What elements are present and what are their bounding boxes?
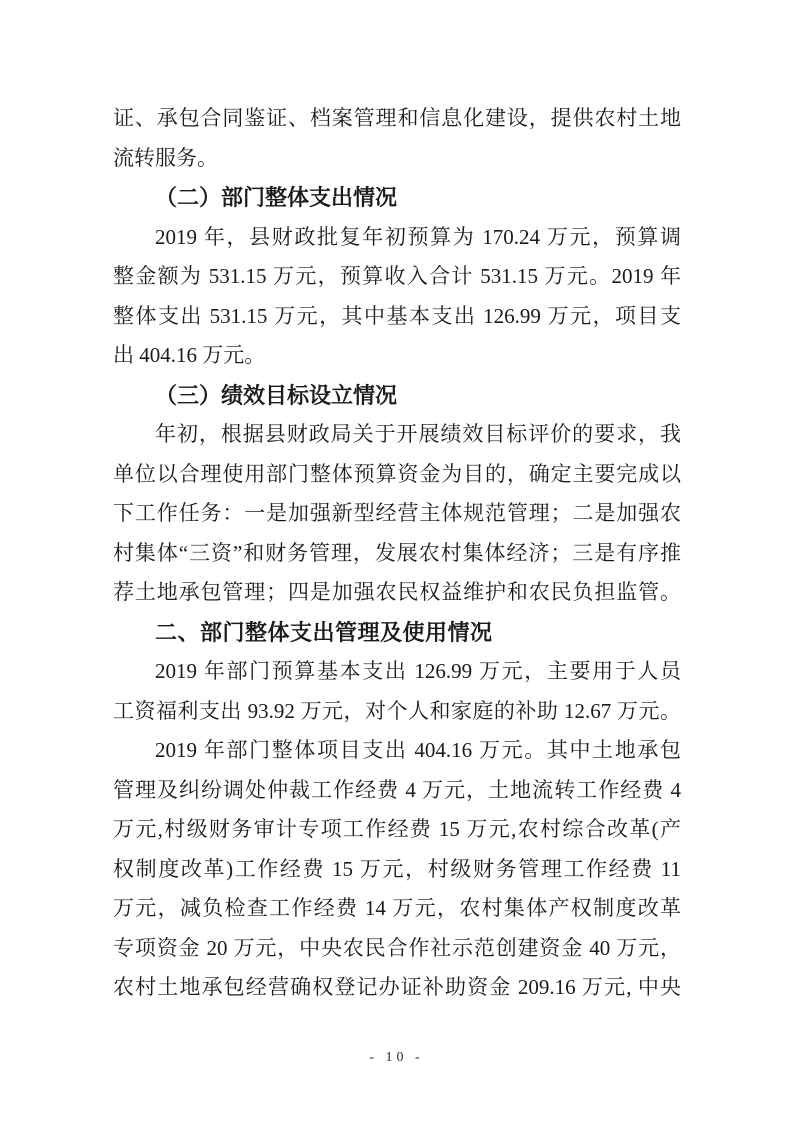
paragraph-line: 管理及纠纷调处仲裁工作经费 4 万元，土地流转工作经费 4 — [113, 777, 681, 802]
paragraph-line: 2019 年部门整体项目支出 404.16 万元。其中土地承包 — [155, 738, 681, 762]
section-heading-main: 二、部门整体支出管理及使用情况 — [155, 619, 493, 645]
section-heading-2: （二）部门整体支出情况 — [155, 185, 398, 210]
paragraph-line: 权制度改革)工作经费 15 万元，村级财务管理工作经费 11 — [113, 856, 681, 881]
paragraph-line: 出 404.16 万元。 — [113, 343, 266, 367]
paragraph-line: 单位以合理使用部门整体预算资金为目的，确定主要完成以 — [113, 461, 681, 486]
paragraph-line: 万元，减负检查工作经费 14 万元，农村集体产权制度改革 — [113, 896, 681, 920]
paragraph-line: 专项资金 20 万元，中央农民合作社示范创建资金 40 万元， — [113, 935, 681, 960]
paragraph-line: 下工作任务：一是加强新型经营主体规范管理；二是加强农 — [113, 501, 681, 525]
paragraph-line: 村集体“三资”和财务管理，发展农村集体经济；三是有序推 — [113, 540, 681, 565]
paragraph-line: 年初，根据县财政局关于开展绩效目标评价的要求，我 — [155, 422, 681, 446]
paragraph-line: 2019 年，县财政批复年初预算为 170.24 万元，预算调 — [155, 224, 681, 249]
paragraph-line: 证、承包合同鉴证、档案管理和信息化建设，提供农村土地 — [113, 106, 681, 130]
paragraph-line: 农村土地承包经营确权登记办证补助资金 209.16 万元, 中央 — [113, 975, 681, 999]
paragraph-line: 2019 年部门预算基本支出 126.99 万元，主要用于人员 — [155, 659, 681, 683]
paragraph-line: 荐土地承包管理；四是加强农民权益维护和农民负担监管。 — [113, 580, 681, 604]
section-heading-3: （三）绩效目标设立情况 — [155, 382, 398, 408]
document-body — [113, 99, 681, 1008]
paragraph-line: 整金额为 531.15 万元，预算收入合计 531.15 万元。2019 年 — [113, 264, 681, 288]
paragraph-line: 工资福利支出 93.92 万元，对个人和家庭的补助 12.67 万元。 — [113, 698, 681, 723]
page-number: - 10 - — [369, 1050, 424, 1065]
paragraph-line: 万元,村级财务审计专项工作经费 15 万元,农村综合改革(产 — [113, 817, 681, 841]
paragraph-line: 流转服务。 — [113, 145, 218, 170]
paragraph-line: 整体支出 531.15 万元，其中基本支出 126.99 万元，项目支 — [113, 303, 681, 328]
